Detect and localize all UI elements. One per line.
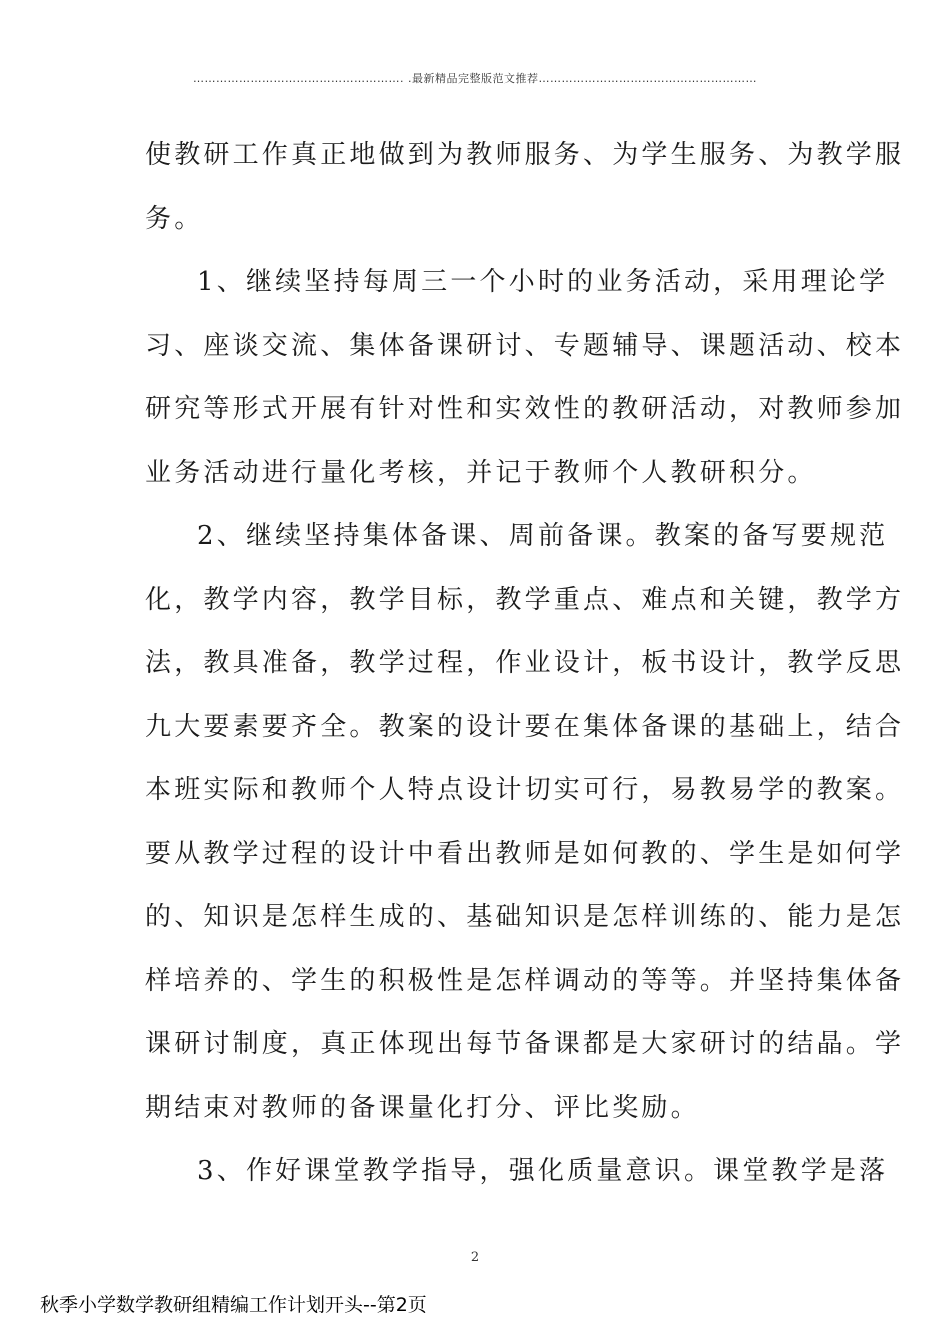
text-line: 期结束对教师的备课量化打分、评比奖励。 bbox=[145, 1092, 700, 1123]
paragraph-start-line: 1、继续坚持每周三一个小时的业务活动，采用理论学 bbox=[197, 267, 889, 297]
text-line: 样培养的、学生的积极性是怎样调动的等等。并坚持集体备 bbox=[145, 965, 905, 996]
text-line: 本班实际和教师个人特点设计切实可行，易教易学的教案。 bbox=[145, 775, 905, 805]
page-number: 2 bbox=[470, 1250, 480, 1265]
text-line: 九大要素要齐全。教案的设计要在集体备课的基础上，结合 bbox=[145, 711, 905, 742]
paragraph-start-line: 3、作好课堂教学指导，强化质量意识。课堂教学是落 bbox=[197, 1156, 889, 1186]
paragraph-start-line: 2、继续坚持集体备课、周前备课。教案的备写要规范 bbox=[197, 521, 889, 551]
text-line: 课研讨制度，真正体现出每节备课都是大家研讨的结晶。学 bbox=[145, 1029, 905, 1059]
text-line: 习、座谈交流、集体备课研讨、专题辅导、课题活动、校本 bbox=[145, 330, 905, 361]
document-body bbox=[145, 124, 905, 1204]
page-header: ………………………………………………. .最新精品完整版范文推荐………………………………………………… bbox=[193, 72, 757, 85]
text-line: 法，教具准备，教学过程，作业设计，板书设计，教学反思 bbox=[145, 648, 905, 678]
text-line: 务。 bbox=[145, 203, 204, 234]
text-line: 化，教学内容，教学目标，教学重点、难点和关键，教学方 bbox=[145, 584, 905, 615]
page-footer: 秋季小学数学教研组精编工作计划开头--第2页 bbox=[40, 1294, 427, 1316]
text-line: 研究等形式开展有针对性和实效性的教研活动，对教师参加 bbox=[145, 394, 905, 424]
text-line: 的、知识是怎样生成的、基础知识是怎样训练的、能力是怎 bbox=[145, 902, 905, 932]
text-line: 使教研工作真正地做到为教师服务、为学生服务、为教学服 bbox=[145, 140, 905, 170]
text-line: 要从教学过程的设计中看出教师是如何教的、学生是如何学 bbox=[145, 838, 905, 869]
text-line: 业务活动进行量化考核，并记于教师个人教研积分。 bbox=[145, 457, 817, 488]
